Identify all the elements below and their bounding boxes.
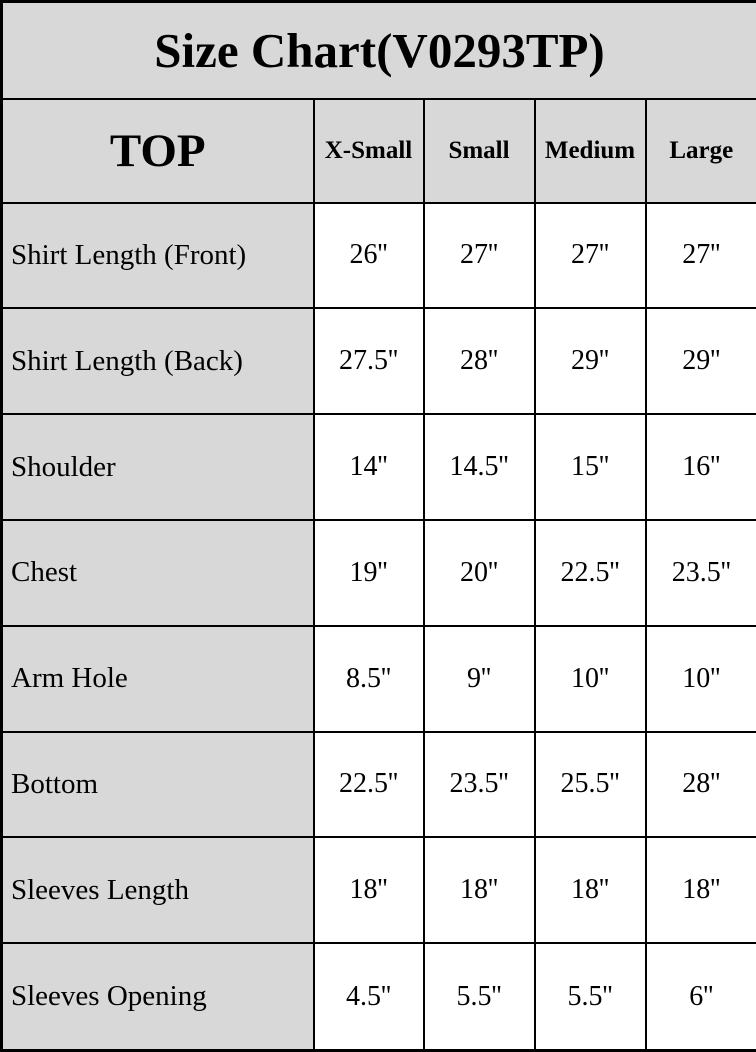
table-row-shoulder [2, 414, 756, 520]
measurement-value: 15'' [535, 414, 646, 520]
measurement-label: Bottom [2, 732, 314, 838]
measurement-value: 14'' [314, 414, 424, 520]
measurement-value: 27.5'' [314, 308, 424, 414]
table-row-chest [2, 520, 756, 626]
measurement-value: 22.5'' [535, 520, 646, 626]
measurement-value: 18'' [535, 837, 646, 943]
column-header-medium: Medium [535, 99, 646, 203]
measurement-value: 23.5'' [424, 732, 535, 838]
measurement-value: 5.5'' [535, 943, 646, 1050]
measurement-value: 14.5'' [424, 414, 535, 520]
measurement-value: 23.5'' [646, 520, 756, 626]
measurement-value: 25.5'' [535, 732, 646, 838]
measurement-value: 29'' [535, 308, 646, 414]
measurement-label: Chest [2, 520, 314, 626]
table-row-arm-hole [2, 626, 756, 732]
measurement-value: 28'' [646, 732, 756, 838]
column-header-small: Small [424, 99, 535, 203]
measurement-label: Sleeves Opening [2, 943, 314, 1050]
measurement-label: Sleeves Length [2, 837, 314, 943]
title-row [2, 2, 756, 99]
chart-title: Size Chart(V0293TP) [2, 2, 756, 99]
measurement-value: 29'' [646, 308, 756, 414]
measurement-value: 16'' [646, 414, 756, 520]
measurement-value: 10'' [535, 626, 646, 732]
measurement-value: 22.5'' [314, 732, 424, 838]
measurement-value: 27'' [646, 203, 756, 309]
column-header-xsmall: X-Small [314, 99, 424, 203]
measurement-value: 18'' [314, 837, 424, 943]
measurement-value: 10'' [646, 626, 756, 732]
measurement-label: Shirt Length (Front) [2, 203, 314, 309]
measurement-value: 5.5'' [424, 943, 535, 1050]
measurement-value: 9'' [424, 626, 535, 732]
measurement-value: 26'' [314, 203, 424, 309]
measurement-value: 6'' [646, 943, 756, 1050]
measurement-value: 18'' [646, 837, 756, 943]
table-row-shirt-length-back [2, 308, 756, 414]
measurement-value: 27'' [535, 203, 646, 309]
measurement-value: 4.5'' [314, 943, 424, 1050]
measurement-value: 27'' [424, 203, 535, 309]
measurement-value: 20'' [424, 520, 535, 626]
table-row-bottom [2, 732, 756, 838]
corner-header-top: TOP [2, 99, 314, 203]
table-row-shirt-length-front [2, 203, 756, 309]
measurement-label: Arm Hole [2, 626, 314, 732]
table-row-sleeves-length [2, 837, 756, 943]
measurement-label: Shoulder [2, 414, 314, 520]
column-header-large: Large [646, 99, 756, 203]
measurement-value: 8.5'' [314, 626, 424, 732]
table-row-sleeves-opening [2, 943, 756, 1050]
header-row [2, 99, 756, 203]
measurement-value: 28'' [424, 308, 535, 414]
measurement-value: 18'' [424, 837, 535, 943]
measurement-label: Shirt Length (Back) [2, 308, 314, 414]
measurement-value: 19'' [314, 520, 424, 626]
